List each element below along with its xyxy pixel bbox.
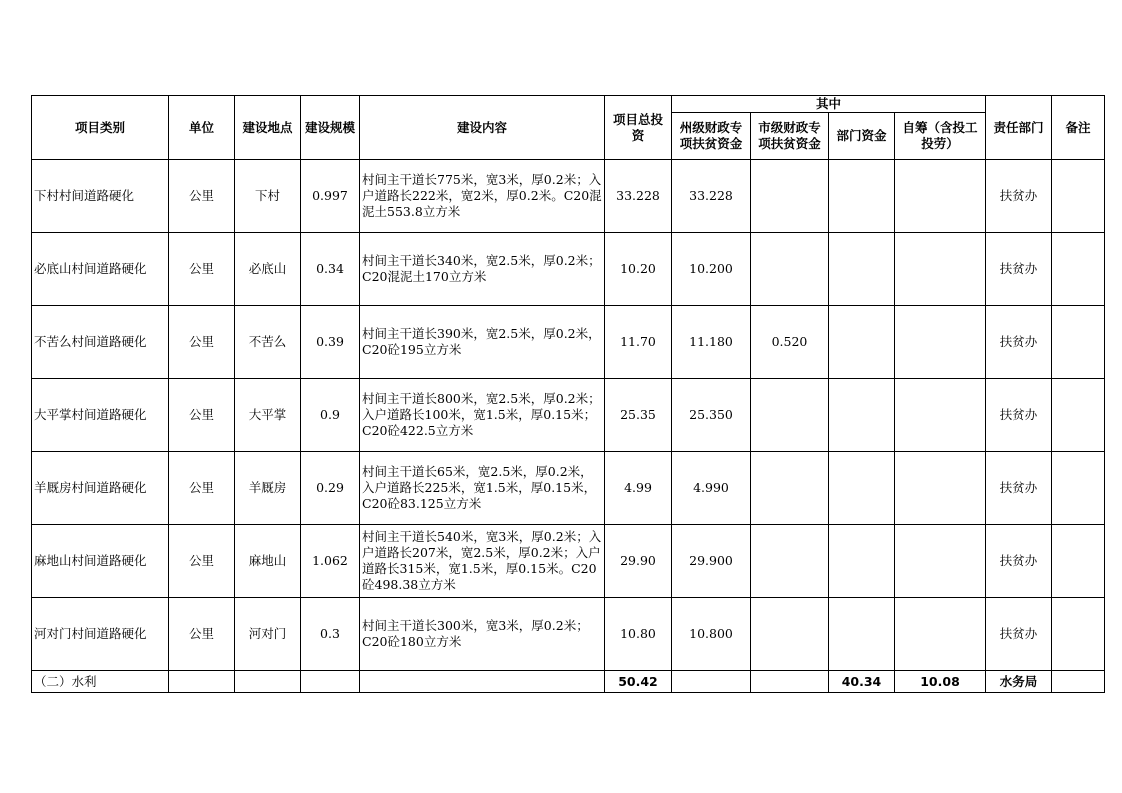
table-row [32,306,1105,379]
header-city-fund: 市级财政专项扶贫资金 [751,113,829,160]
header-dept: 责任部门 [986,96,1052,160]
row-content: 村间主干道长390米，宽2.5米，厚0.2米，C20砼195立方米 [360,306,605,379]
row-content: 村间主干道长775米，宽3米，厚0.2米；入户道路长222米，宽2米，厚0.2米。C20混泥土553.8立方米 [360,160,605,233]
row-self-fund [895,379,986,452]
row-total: 4.99 [605,452,672,525]
row-content: 村间主干道长540米，宽3米，厚0.2米；入户道路长207米，宽2.5米，厚0.2米；入户道路长315米，宽1.5米，厚0.15米。C20砼498.38立方米 [360,525,605,598]
row-unit: 公里 [169,379,235,452]
row-self-fund [895,160,986,233]
row-dept-fund [829,598,895,671]
row-remark [1052,525,1105,598]
row-city-fund: 0.520 [751,306,829,379]
row-category: 必底山村间道路硬化 [32,233,169,306]
row-state-fund: 29.900 [672,525,751,598]
row-self-fund [895,598,986,671]
header-dept-fund: 部门资金 [829,113,895,160]
row-dept-fund [829,452,895,525]
header-self-fund: 自筹（含投工投劳） [895,113,986,160]
summary-dept: 水务局 [986,671,1052,693]
row-category: 不苦么村间道路硬化 [32,306,169,379]
row-city-fund [751,598,829,671]
row-dept-fund [829,306,895,379]
row-dept-fund [829,233,895,306]
row-unit: 公里 [169,598,235,671]
table-body [32,160,1105,671]
summary-unit [169,671,235,693]
header-state-fund: 州级财政专项扶贫资金 [672,113,751,160]
row-location: 河对门 [235,598,301,671]
header-total: 项目总投资 [605,96,672,160]
summary-location [235,671,301,693]
row-remark [1052,598,1105,671]
row-dept: 扶贫办 [986,160,1052,233]
row-city-fund [751,525,829,598]
table-row [32,452,1105,525]
row-dept-fund [829,525,895,598]
row-category: 麻地山村间道路硬化 [32,525,169,598]
row-city-fund [751,160,829,233]
row-self-fund [895,306,986,379]
row-city-fund [751,379,829,452]
summary-self-fund: 10.08 [895,671,986,693]
header-row-1 [32,96,1105,113]
row-self-fund [895,233,986,306]
row-dept: 扶贫办 [986,452,1052,525]
summary-city-fund [751,671,829,693]
table-row [32,233,1105,306]
row-state-fund: 11.180 [672,306,751,379]
table-row [32,379,1105,452]
row-content: 村间主干道长65米，宽2.5米，厚0.2米，入户道路长225米，宽1.5米，厚0.15米，C20砼83.125立方米 [360,452,605,525]
row-dept: 扶贫办 [986,233,1052,306]
row-total: 25.35 [605,379,672,452]
row-unit: 公里 [169,306,235,379]
table-row [32,160,1105,233]
row-unit: 公里 [169,233,235,306]
summary-dept-fund: 40.34 [829,671,895,693]
row-scale: 1.062 [301,525,360,598]
summary-category: （二）水利 [32,671,169,693]
row-location: 羊厩房 [235,452,301,525]
row-state-fund: 10.800 [672,598,751,671]
row-remark [1052,452,1105,525]
header-content: 建设内容 [360,96,605,160]
row-scale: 0.29 [301,452,360,525]
row-unit: 公里 [169,452,235,525]
row-scale: 0.34 [301,233,360,306]
summary-state-fund [672,671,751,693]
summary-remark [1052,671,1105,693]
table-row [32,525,1105,598]
row-category: 羊厩房村间道路硬化 [32,452,169,525]
row-total: 29.90 [605,525,672,598]
row-state-fund: 4.990 [672,452,751,525]
row-content: 村间主干道长300米，宽3米，厚0.2米；C20砼180立方米 [360,598,605,671]
row-dept-fund [829,379,895,452]
row-scale: 0.9 [301,379,360,452]
row-remark [1052,306,1105,379]
row-location: 下村 [235,160,301,233]
header-location: 建设地点 [235,96,301,160]
header-scale: 建设规模 [301,96,360,160]
row-state-fund: 25.350 [672,379,751,452]
row-self-fund [895,525,986,598]
row-total: 10.20 [605,233,672,306]
row-dept: 扶贫办 [986,379,1052,452]
header-unit: 单位 [169,96,235,160]
summary-scale [301,671,360,693]
table-row [32,598,1105,671]
row-dept: 扶贫办 [986,525,1052,598]
row-dept-fund [829,160,895,233]
row-category: 河对门村间道路硬化 [32,598,169,671]
row-self-fund [895,452,986,525]
row-category: 下村村间道路硬化 [32,160,169,233]
row-unit: 公里 [169,525,235,598]
row-location: 大平掌 [235,379,301,452]
row-total: 10.80 [605,598,672,671]
summary-row [32,671,1105,693]
row-location: 必底山 [235,233,301,306]
row-state-fund: 10.200 [672,233,751,306]
row-dept: 扶贫办 [986,306,1052,379]
row-content: 村间主干道长340米，宽2.5米，厚0.2米；C20混泥土170立方米 [360,233,605,306]
project-table [31,95,1105,693]
row-total: 33.228 [605,160,672,233]
row-content: 村间主干道长800米，宽2.5米，厚0.2米；入户道路长100米，宽1.5米，厚0.15米；C20砼422.5立方米 [360,379,605,452]
row-scale: 0.3 [301,598,360,671]
row-city-fund [751,452,829,525]
row-category: 大平掌村间道路硬化 [32,379,169,452]
summary-total: 50.42 [605,671,672,693]
header-remark: 备注 [1052,96,1105,160]
row-scale: 0.39 [301,306,360,379]
row-remark [1052,233,1105,306]
row-remark [1052,160,1105,233]
row-scale: 0.997 [301,160,360,233]
row-city-fund [751,233,829,306]
row-unit: 公里 [169,160,235,233]
row-location: 不苦么 [235,306,301,379]
row-remark [1052,379,1105,452]
summary-content [360,671,605,693]
row-location: 麻地山 [235,525,301,598]
row-dept: 扶贫办 [986,598,1052,671]
row-state-fund: 33.228 [672,160,751,233]
header-category: 项目类别 [32,96,169,160]
header-of-which: 其中 [672,96,986,113]
row-total: 11.70 [605,306,672,379]
